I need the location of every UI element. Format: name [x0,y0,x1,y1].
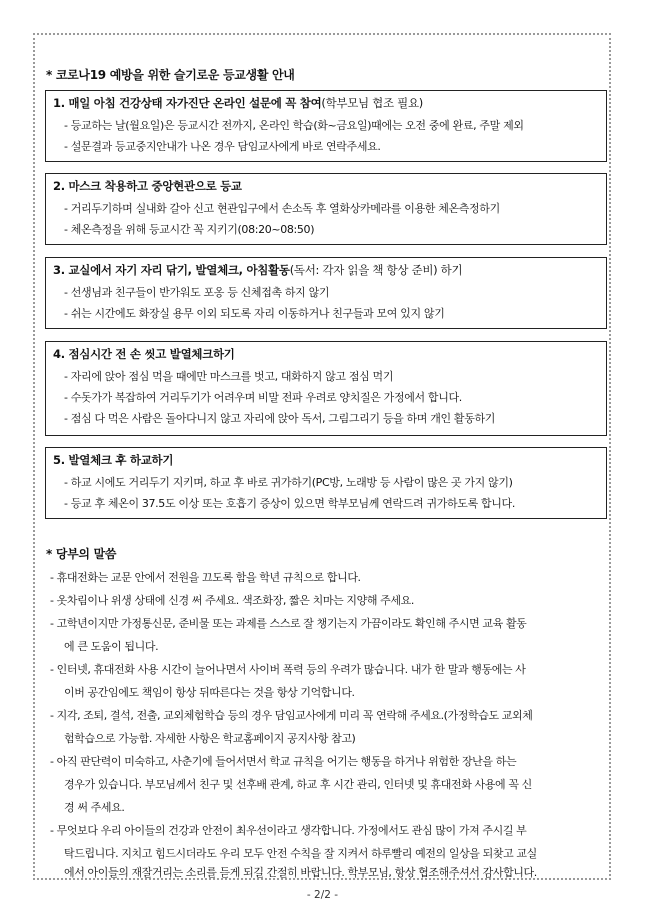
advice-line-continued: 에 큰 도움이 됩니다. [64,640,159,653]
advice-line: - 아직 판단력이 미숙하고, 사춘기에 들어서면서 학교 규칙을 어기는 행동을 하거나 위험한 장난을 하는 [50,755,517,768]
info-box-line: - 자리에 앉아 점심 먹을 때에만 마스크를 벗고, 대화하지 않고 점심 먹기 [64,370,394,383]
advice-line-continued: 이버 공간임에도 책임이 항상 뒤따른다는 것을 항상 기억합니다. [64,686,355,699]
info-box-title: 3. 교실에서 자기 자리 닦기, 발열체크, 아침활동(독서: 각자 읽을 책 항상 준비) 하기 [53,263,463,277]
section-heading-advice: * 당부의 말씀 [46,547,117,561]
info-box-line: - 쉬는 시간에도 화장실 용무 이외 되도록 자리 이동하거나 친구들과 모여 있지 않기 [64,307,445,320]
advice-line: - 지각, 조퇴, 결석, 전출, 교외체험학습 등의 경우 담임교사에게 미리 꼭 연락해 주세요.(가정학습도 교외체 [50,709,533,722]
advice-line-continued: 경우가 있습니다. 부모님께서 친구 및 선후배 관계, 하교 후 시간 관리, 인터넷 및 휴대전화 사용에 꼭 신 [64,778,532,791]
advice-line-continued: 탁드립니다. 지치고 힘드시더라도 우리 모두 안전 수칙을 잘 지켜서 하루빨리 예전의 일상을 되찾고 교실 [64,847,537,860]
info-box-title: 1. 매일 아침 건강상태 자가진단 온라인 설문에 꼭 참여(학부모님 협조 필요) [53,96,423,110]
info-box-line: - 거리두기하며 실내화 갈아 신고 현관입구에서 손소독 후 열화상카메라를 이용한 체온측정하기 [64,202,500,215]
advice-line-continued: 에서 아이들의 재잘거리는 소리를 듣게 되길 간절히 바랍니다. 학부모님, 항상 협조해주셔서 감사합니다. [64,866,537,879]
advice-line: - 옷차림이나 위생 상태에 신경 써 주세요. 색조화장, 짧은 치마는 지양해 주세요. [50,594,414,607]
info-box-line: - 체온측정을 위해 등교시간 꼭 지키기(08:20~08:50) [64,223,315,236]
info-box-line: - 등교 후 체온이 37.5도 이상 또는 호흡기 증상이 있으면 학부모님께 연락드려 귀가하도록 합니다. [64,497,515,510]
page-number: - 2/2 - [306,889,339,901]
advice-line: - 휴대전화는 교문 안에서 전원을 끄도록 함을 학년 규칙으로 합니다. [50,571,361,584]
info-box-4 [45,341,607,436]
info-box-1 [45,90,607,162]
advice-line-continued: 험학습으로 가능함. 자세한 사항은 학교홈페이지 공지사항 참고) [64,732,356,745]
advice-line: - 인터넷, 휴대전화 사용 시간이 늘어나면서 사이버 폭력 등의 우려가 많습니다. 내가 한 말과 행동에는 사 [50,663,526,676]
info-box-2 [45,173,607,245]
advice-line-continued: 경 써 주세요. [64,801,125,814]
info-box-title: 5. 발열체크 후 하교하기 [53,453,174,467]
info-box-line: - 선생님과 친구들이 반가워도 포옹 등 신체접촉 하지 않기 [64,286,330,299]
advice-line: - 무엇보다 우리 아이들의 건강과 안전이 최우선이라고 생각합니다. 가정에서도 관심 많이 가져 주시길 부 [50,824,527,837]
info-box-line: - 점심 다 먹은 사람은 돌아다니지 않고 자리에 앉아 독서, 그림그리기 등을 하며 개인 활동하기 [64,412,496,425]
advice-line: - 고학년이지만 가정통신문, 준비물 또는 과제를 스스로 잘 챙기는지 가끔이라도 확인해 주시면 교육 활동 [50,617,527,630]
info-box-line: - 등교하는 날(월요일)은 등교시간 전까지, 온라인 학습(화~금요일)때에는 오전 중에 완료, 주말 제외 [64,119,524,132]
info-box-line: - 설문결과 등교중지안내가 나온 경우 담임교사에게 바로 연락주세요. [64,140,381,153]
info-box-title: 4. 점심시간 전 손 씻고 발열체크하기 [53,347,235,361]
info-box-title: 2. 마스크 착용하고 중앙현관으로 등교 [53,179,242,193]
info-box-line: - 수돗가가 복잡하여 거리두기가 어려우며 비말 전파 우려로 양치질은 가정에서 합니다. [64,391,462,404]
info-box-line: - 하교 시에도 거리두기 지키며, 하교 후 바로 귀가하기(PC방, 노래방 등 사람이 많은 곳 가지 않기) [64,476,513,489]
info-box-5 [45,447,607,519]
section-heading-corona: * 코로나19 예방을 위한 슬기로운 등교생활 안내 [46,68,295,82]
info-box-3 [45,257,607,329]
